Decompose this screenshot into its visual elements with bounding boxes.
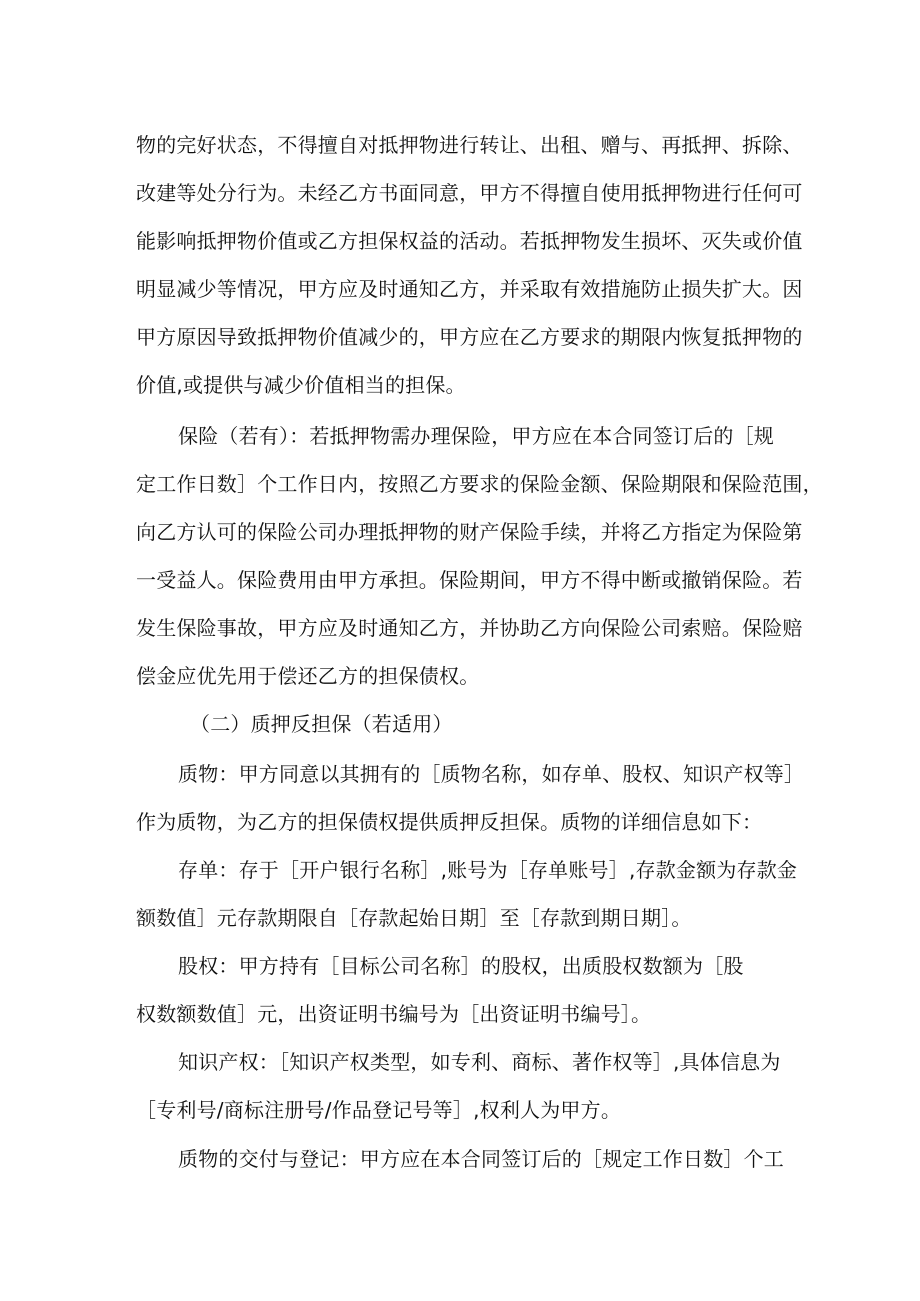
paragraph-line: 权数额数值］元，出资证明书编号为［出资证明书编号］。 bbox=[136, 1002, 652, 1026]
paragraph-line-equity: 股权：甲方持有［目标公司名称］的股权，出质股权数额为［股 bbox=[178, 954, 744, 978]
paragraph-line: 物的完好状态，不得擅自对抵押物进行转让、出租、赠与、再抵押、拆除、 bbox=[136, 133, 803, 157]
paragraph-line: 甲方原因导致抵押物价值减少的，甲方应在乙方要求的期限内恢复抵押物的 bbox=[136, 325, 803, 349]
paragraph-line-ip: 知识产权：［知识产权类型，如专利、商标、著作权等］,具体信息为 bbox=[178, 1050, 781, 1074]
paragraph-line-pledge: 质物：甲方同意以其拥有的［质物名称，如存单、股权、知识产权等］ bbox=[178, 762, 805, 786]
paragraph-line: 明显减少等情况，甲方应及时通知乙方，并采取有效措施防止损失扩大。因 bbox=[136, 277, 803, 301]
paragraph-line: 能影响抵押物价值或乙方担保权益的活动。若抵押物发生损坏、灭失或价值 bbox=[136, 229, 803, 253]
paragraph-line: 改建等处分行为。未经乙方书面同意，甲方不得擅自使用抵押物进行任何可 bbox=[136, 181, 803, 205]
paragraph-line-delivery: 质物的交付与登记：甲方应在本合同签订后的［规定工作日数］个工 bbox=[178, 1147, 784, 1171]
paragraph-line: 定工作日数］个工作日内，按照乙方要求的保险金额、保险期限和保险范围， bbox=[136, 472, 823, 496]
paragraph-line: 作为质物，为乙方的担保债权提供质押反担保。质物的详细信息如下： bbox=[136, 810, 763, 834]
paragraph-line: 额数值］元存款期限自［存款起始日期］至［存款到期日期］。 bbox=[136, 906, 692, 930]
paragraph-line-deposit: 存单：存于［开户银行名称］,账号为［存单账号］,存款金额为存款金 bbox=[178, 858, 798, 882]
paragraph-line: 向乙方认可的保险公司办理抵押物的财产保险手续，并将乙方指定为保险第 bbox=[136, 520, 803, 544]
section-heading: （二）质押反担保（若适用） bbox=[190, 712, 453, 736]
paragraph-line: 一受益人。保险费用由甲方承担。保险期间，甲方不得中断或撤销保险。若 bbox=[136, 568, 803, 592]
paragraph-line: 偿金应优先用于偿还乙方的担保债权。 bbox=[136, 664, 480, 688]
paragraph-line: ［专利号/商标注册号/作品登记号等］,权利人为甲方。 bbox=[136, 1098, 622, 1122]
paragraph-line: 发生保险事故，甲方应及时通知乙方，并协助乙方向保险公司索赔。保险赔 bbox=[136, 616, 803, 640]
paragraph-line-insurance: 保险（若有）：若抵押物需办理保险，甲方应在本合同签订后的［规 bbox=[178, 424, 774, 448]
paragraph-line: 价值,或提供与减少价值相当的担保。 bbox=[136, 373, 466, 397]
